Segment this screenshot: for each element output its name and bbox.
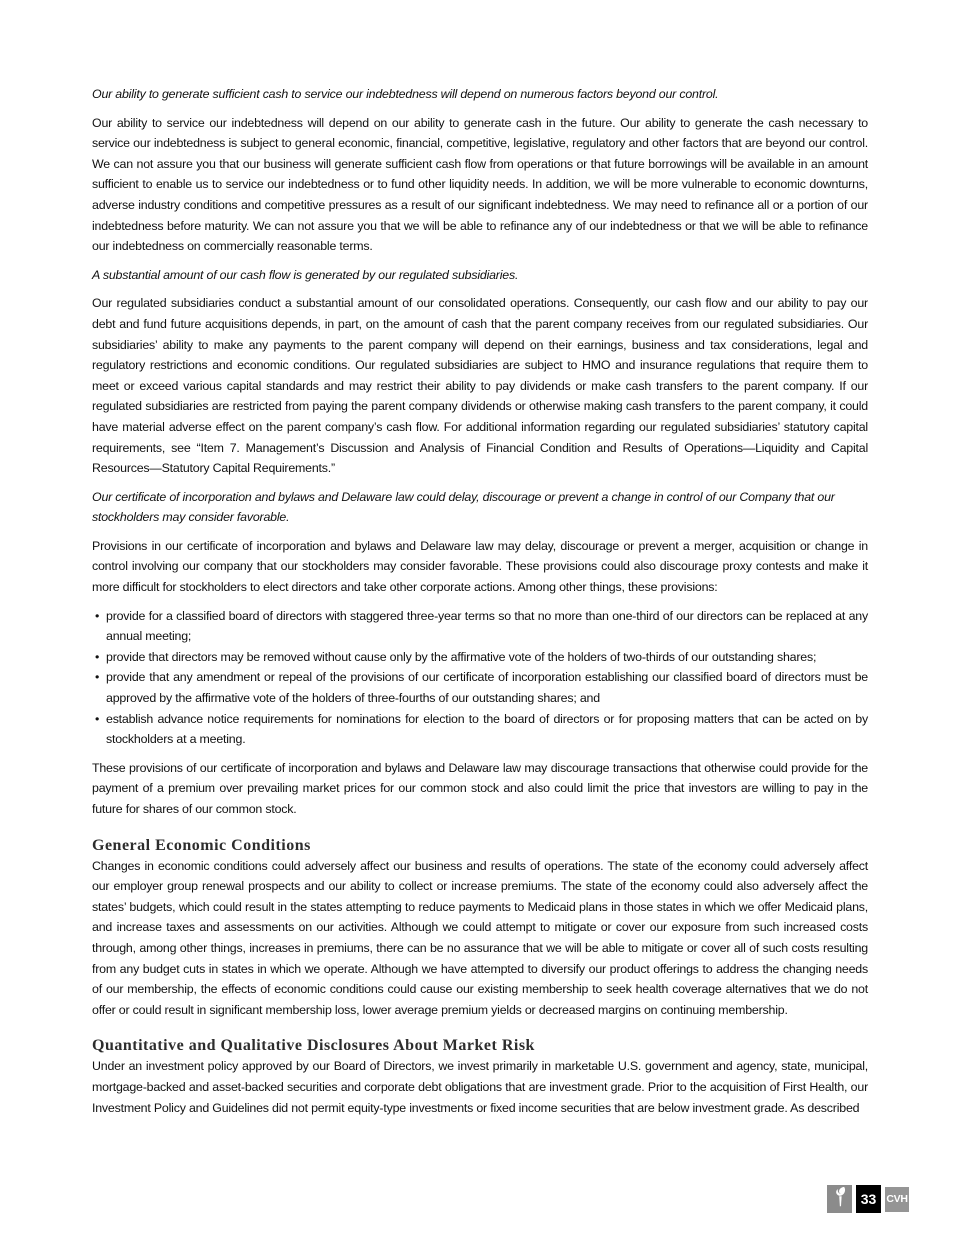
paragraph-regulated-subsidiaries: Our regulated subsidiaries conduct a substantial amount of our consolidated operations. Consequently, our cash flow and our ability to pay our debt and fund future acquisitions depends, in part, on the amount of cash that the parent company receives from our regulated subsidiaries. Our subsidiaries’ ability to make any payments to the parent company will depend on their earnings, business and tax considerations, legal and regulatory restrictions and economic conditions. Our regulated subsidiaries are subject to HMO and insurance regulations that require them to meet or exceed various capital standards and may restrict their ability to pay dividends or make cash transfers to the parent company. If our regulated subsidiaries are restricted from paying the parent company dividends or otherwise making cash transfers to the parent company, it could have material adverse effect on the parent company’s cash flow. For additional information regarding our regulated subsidiaries’ statutory capital requirements, see “Item 7. Management’s Discussion and Analysis of Financial Condition and Results of Operations—Liquidity and Capital Resources—Statutory Capital Requirements.” xyxy=(92,296,868,476)
company-logo xyxy=(827,1185,852,1213)
ticker-symbol: CVH xyxy=(886,1193,908,1205)
italic-lead-incorporation-bylaws: Our certificate of incorporation and bylaws and Delaware law could delay, discourage or prevent a change in control of our Company that our stockholders may consider favorable. xyxy=(92,489,835,525)
list-item-director-removal: • provide that directors may be removed without cause only by the affirmative vote of the holders of two-thirds of our outstanding shares; xyxy=(106,647,868,668)
page-footer xyxy=(827,1185,909,1213)
list-item-classified-board: • provide for a classified board of directors with staggered three-year terms so that no more than one-third of our directors can be replaced at any annual meeting; xyxy=(106,606,868,647)
torch-icon xyxy=(831,1185,849,1213)
paragraph-provisions-outro: These provisions of our certificate of incorporation and bylaws and Delaware law may discourage transactions that otherwise could provide for the payment of a premium over prevailing market prices for our common stock and also could limit the price that investors are willing to pay in the future for shares of our common stock. xyxy=(92,760,868,816)
list-item-advance-notice: • establish advance notice requirements for nominations for election to the board of directors or for proposing matters that can be acted on by stockholders at a meeting. xyxy=(106,709,868,750)
section-heading-market-risk: Quantitative and Qualitative Disclosures About Market Risk xyxy=(92,1037,535,1055)
paragraph-economic-conditions: Changes in economic conditions could adversely affect our business and results of operations. The state of the economy could adversely affect our employer group renewal prospects and our ability to collect or increase premiums. The state of the economy could also adversely affect the states’ budgets, which could result in the states attempting to reduce payments to Medicaid plans in those states in which we offer Medicaid plans, and increase taxes and assessments on our activities. Although we could attempt to mitigate or cover our exposure from such increased costs through, among other things, increases in premiums, there can be no assurance that we will be able to mitigate or cover all of such costs resulting from any budget cuts in states in which we operate. Although we have attempted to diversify our product offerings to address the changing needs of our membership, the effects of economic conditions could cause our existing membership to seek health coverage alternatives that we do not offer or could result in significant membership loss, lower average premium yields or decreased margins on continuing membership. xyxy=(92,858,868,1017)
section-heading-general-economic-conditions: General Economic Conditions xyxy=(92,836,311,854)
paragraph-market-risk: Under an investment policy approved by our Board of Directors, we invest primarily in marketable U.S. government and agency, state, municipal, mortgage-backed and asset-backed securities and corporate debt obligations that are investment grade. Prior to the acquisition of First Health, our Investment Policy and Guidelines did not permit equity-type investments or fixed income securities that are below investment grade. As described xyxy=(92,1059,868,1115)
italic-lead-sufficient-cash: Our ability to generate sufficient cash to service our indebtedness will depend on numerous factors beyond our control. xyxy=(92,87,719,101)
paragraph-service-indebtedness: Our ability to service our indebtedness will depend on our ability to generate cash in the future. Our ability to generate the cash necessary to service our indebtedness is subject to general economic, financial, competitive, legislative, regulatory and other factors that are beyond our control. We can not assure you that our business will generate sufficient cash flow from operations or that future borrowings will be available in an amount sufficient to enable us to service our indebtedness or to fund other liquidity needs. In addition, we will be more vulnerable to economic downturns, adverse industry conditions and competitive pressures as a result of our significant indebtedness. We may need to refinance all or a portion of our indebtedness before maturity. We can not assure you that we will be able to refinance any of our indebtedness or that we will be able to refinance our indebtedness on commercially reasonable terms. xyxy=(92,115,868,254)
paragraph-provisions-intro: Provisions in our certificate of incorporation and bylaws and Delaware law may delay, discourage or prevent a merger, acquisition or change in control involving our company that our stockholders may consider favorable. These provisions could also discourage proxy contests and make it more difficult for stockholders to elect directors and take other corporate actions. Among other things, these provisions: xyxy=(92,538,868,595)
list-item-amendment-repeal: • provide that any amendment or repeal of the provisions of our certificate of incorporation establishing our classified board of directors must be approved by the affirmative vote of the holders of three-fourths of our outstanding shares; and xyxy=(106,667,868,708)
page-content xyxy=(92,84,868,1126)
provisions-bullet-list xyxy=(92,606,868,750)
page-number-badge xyxy=(856,1185,881,1213)
italic-lead-cash-flow-subsidiaries: A substantial amount of our cash flow is generated by our regulated subsidiaries. xyxy=(92,267,519,282)
ticker-badge xyxy=(885,1187,909,1212)
page-number: 33 xyxy=(860,1191,877,1207)
